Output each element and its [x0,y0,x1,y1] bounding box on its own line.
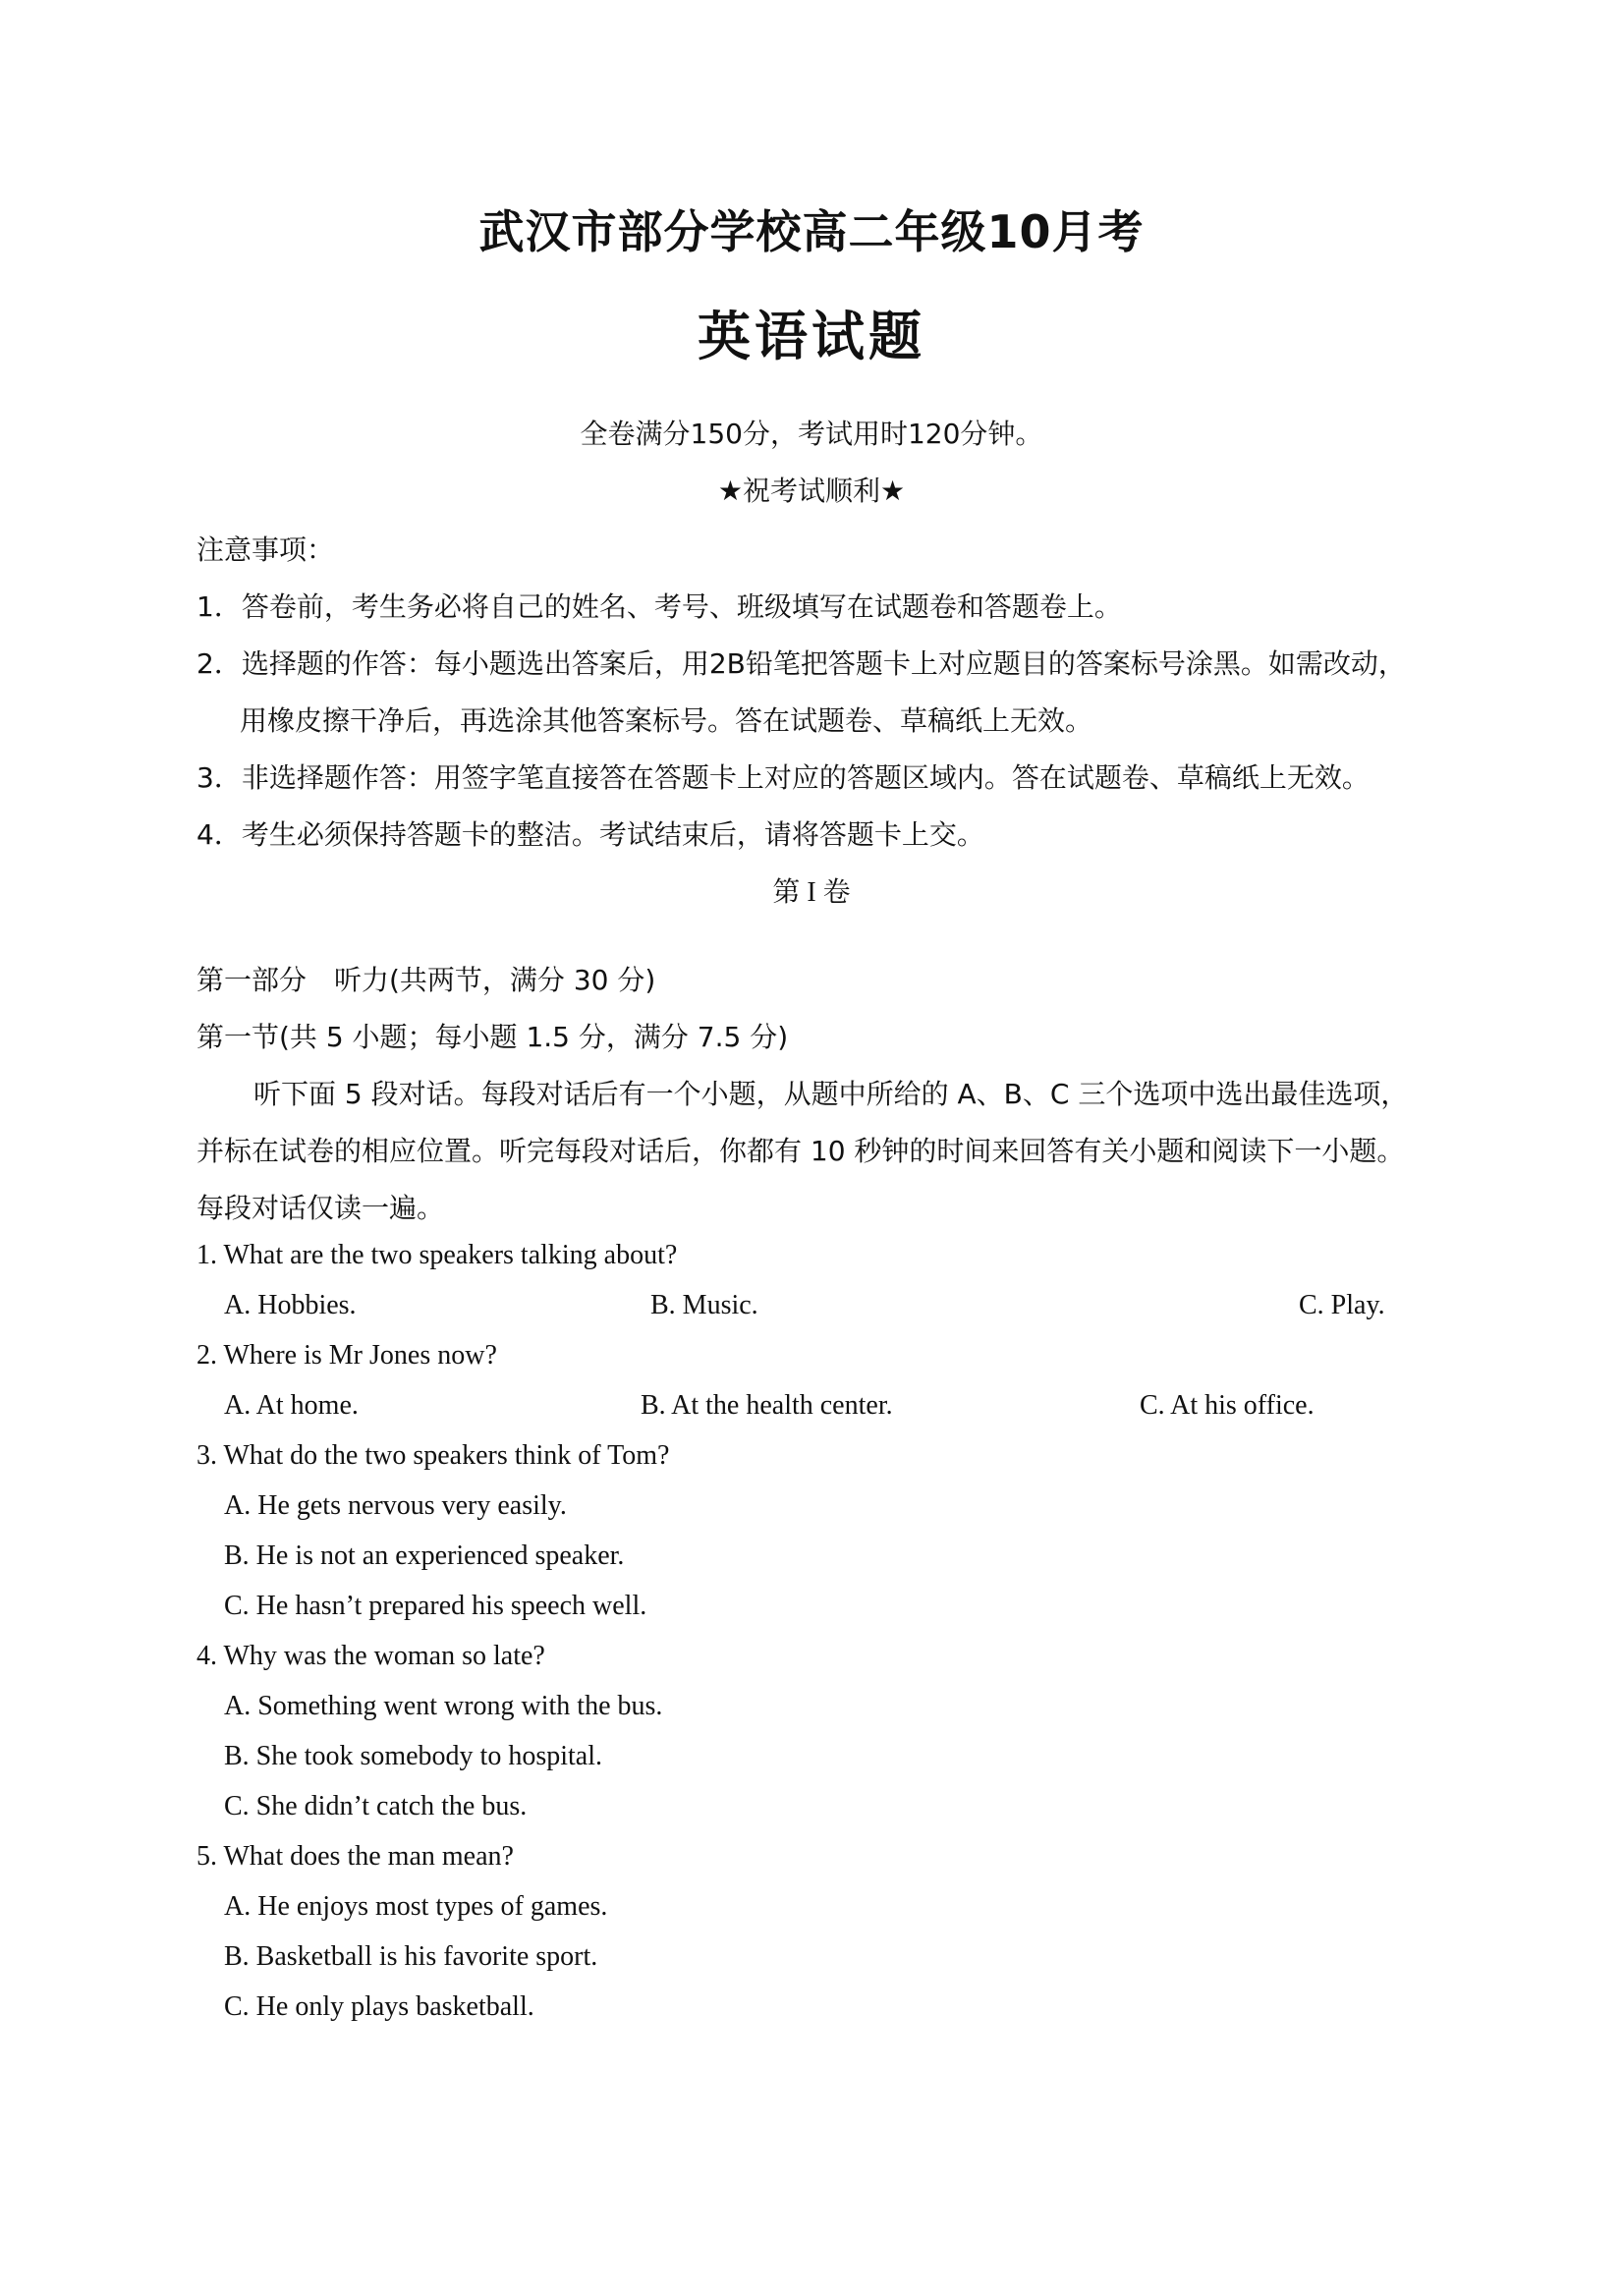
question-2-stem: 2. Where is Mr Jones now? [196,1340,497,1371]
question-4-option-c: C. She didn’t catch the bus. [224,1791,528,1821]
question-4-stem: 4. Why was the woman so late? [196,1641,545,1671]
question-3-stem: 3. What do the two speakers think of Tom? [196,1440,670,1471]
question-5-option-c: C. He only plays basketball. [224,1991,534,2022]
question-1-stem: 1. What are the two speakers talking about? [196,1240,678,1270]
instruction-line-3: 每段对话仅读一遍。 [196,1192,445,1224]
question-4-option-b: B. She took somebody to hospital. [224,1741,602,1771]
question-4-option-a: A. Something went wrong with the bus. [224,1691,663,1721]
question-1-option-b: B. Music. [650,1290,758,1320]
question-2-option-c: C. At his office. [1140,1390,1315,1421]
note-item-2-cont: 用橡皮擦干净后，再选涂其他答案标号。答在试题卷、草稿纸上无效。 [240,704,1093,737]
section1-heading: 第一节(共 5 小题；每小题 1.5 分，满分 7.5 分) [196,1021,789,1053]
question-5-option-a: A. He enjoys most types of games. [224,1891,608,1922]
instruction-line-2: 并标在试卷的相应位置。听完每段对话后，你都有 10 秒钟的时间来回答有关小题和阅读下一小题。 [196,1135,1405,1167]
volume-label: 第 I 卷 [772,877,851,908]
score-info: 全卷满分150分，考试用时120分钟。 [580,418,1043,450]
question-3-option-c: C. He hasn’t prepared his speech well. [224,1591,647,1621]
question-1-option-c: C. Play. [1299,1290,1385,1320]
blessing: ★祝考试顺利★ [717,475,906,507]
note-item-1: 1．答卷前，考生务必将自己的姓名、考号、班级填写在试题卷和答题卷上。 [196,590,1122,623]
exam-title: 武汉市部分学校高二年级10月考 [478,205,1145,258]
question-2-option-b: B. At the health center. [641,1390,893,1421]
note-item-4: 4．考生必须保持答题卡的整洁。考试结束后，请将答题卡上交。 [196,818,984,851]
instruction-line-1: 听下面 5 段对话。每段对话后有一个小题，从题中所给的 A、B、C 三个选项中选出最佳选项， [253,1078,1409,1110]
question-5-option-b: B. Basketball is his favorite sport. [224,1941,598,1972]
note-item-2: 2．选择题的作答：每小题选出答案后，用2B铅笔把答题卡上对应题目的答案标号涂黑。如需改动， [196,647,1406,680]
question-3-option-b: B. He is not an experienced speaker. [224,1540,625,1571]
notes-heading: 注意事项： [196,533,335,566]
note-item-3: 3．非选择题作答：用签字笔直接答在答题卡上对应的答题区域内。答在试题卷、草稿纸上无效。 [196,761,1370,794]
question-3-option-a: A. He gets nervous very easily. [224,1490,567,1521]
exam-subtitle: 英语试题 [698,305,925,367]
question-2-option-a: A. At home. [224,1390,359,1421]
part1-heading: 第一部分 听力(共两节，满分 30 分) [196,964,656,996]
question-1-option-a: A. Hobbies. [224,1290,357,1320]
question-5-stem: 5. What does the man mean? [196,1841,514,1872]
